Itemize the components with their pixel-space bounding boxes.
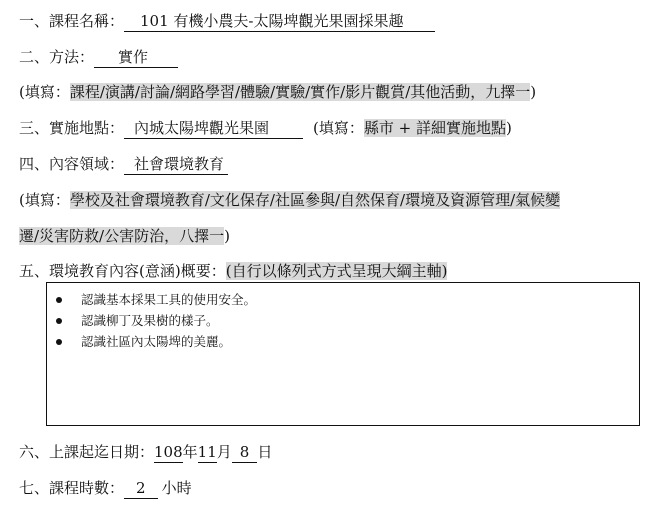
outline-hint: (自行以條列式方式呈現大綱主軸) [225, 262, 448, 280]
location-label: 三、實施地點： [19, 119, 125, 137]
hours-row [19, 478, 192, 499]
outline-label: 五、環境教育內容(意涵)概要： [19, 262, 226, 280]
method-label: 二、方法： [19, 48, 95, 66]
hours-value: 2 [124, 478, 158, 499]
course-name-label: 一、課程名稱： [19, 12, 125, 30]
domain-hint-part2: 遷/災害防救/公害防治，八擇一 [19, 227, 225, 245]
method-hint-row [19, 82, 536, 102]
month-unit: 月 [216, 443, 232, 461]
outline-item: 認識社區內太陽埤的美麗。 [47, 331, 639, 352]
location-row [19, 118, 512, 139]
day-value: 8 [232, 442, 258, 463]
method-hint-prefix: (填寫： [19, 83, 70, 101]
location-hint: 縣市 + 詳細實施地點 [363, 119, 506, 137]
domain-hint-row-1 [19, 190, 560, 210]
domain-hint-prefix: (填寫： [19, 191, 70, 209]
date-label: 六、上課起迄日期： [19, 443, 155, 461]
course-name-row [19, 11, 435, 32]
outline-row [19, 261, 447, 281]
location-note-suffix: ) [506, 119, 512, 137]
hours-label: 七、課程時數： [19, 479, 125, 497]
domain-hint-part1: 學校及社會環境教育/文化保存/社區參與/自然保育/環境及資源管理/氣候變 [69, 191, 561, 209]
outline-item: 認識柳丁及果樹的樣子。 [47, 310, 639, 331]
domain-hint-row-2 [19, 226, 230, 246]
day-unit: 日 [257, 443, 273, 461]
location-value: 內城太陽埤觀光果園 [124, 118, 303, 139]
year-unit: 年 [182, 443, 198, 461]
year-value: 108 [154, 443, 183, 461]
outline-list [47, 289, 639, 352]
domain-row [19, 154, 228, 175]
domain-hint-suffix: ) [224, 227, 230, 245]
month-value: 11 [197, 443, 217, 461]
outline-item: 認識基本採果工具的使用安全。 [47, 289, 639, 310]
method-value: 實作 [94, 47, 178, 68]
method-hint: 課程/演講/討論/網路學習/體驗/實驗/實作/影片觀賞/其他活動，九擇一 [69, 83, 531, 101]
date-row [19, 442, 272, 463]
location-note-prefix: (填寫： [313, 119, 364, 137]
outline-box [46, 282, 640, 426]
method-row [19, 47, 178, 68]
hours-unit: 小時 [161, 479, 192, 497]
domain-label: 四、內容領域： [19, 155, 125, 173]
course-name-value: 101 有機小農夫-太陽埤觀光果園採果趣 [124, 11, 435, 32]
method-hint-suffix: ) [530, 83, 537, 101]
domain-value: 社會環境教育 [124, 154, 228, 175]
